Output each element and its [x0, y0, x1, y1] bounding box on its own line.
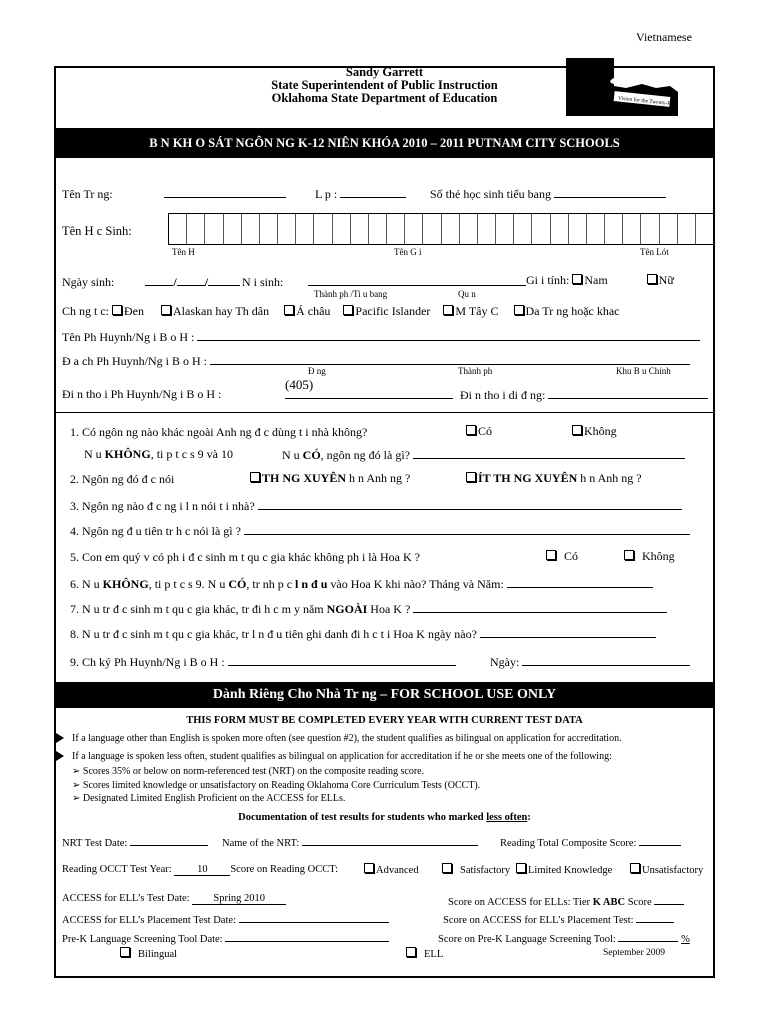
percent-sign: % — [681, 934, 690, 945]
q3-field[interactable] — [258, 498, 682, 510]
dob-month[interactable] — [145, 274, 173, 286]
oklahoma-logo — [566, 58, 686, 116]
nrt-name-label: Name of the NRT: — [222, 838, 300, 849]
occt-option: Satisfactory — [460, 865, 511, 876]
reading-composite-field[interactable] — [639, 834, 681, 846]
access-score-label: Score on ACCESS for ELLs: Tier K ABC Score — [448, 893, 684, 908]
q5-yes-checkbox[interactable] — [546, 550, 556, 560]
notice: THIS FORM MUST BE COMPLETED EVERY YEAR WITH CURRENT TEST DATA — [186, 715, 583, 726]
zip-label: Khu B u Chính — [616, 366, 671, 376]
question-7: 7. N u tr đ c sinh m t qu c gia khác, tr đi h c m y năm NGOÀI Hoa K ? — [70, 601, 667, 617]
q1-yes-checkbox[interactable] — [466, 425, 476, 435]
race-option: Pacific Islander — [355, 304, 431, 318]
q8-field[interactable] — [480, 626, 656, 638]
race-checkbox-asian[interactable] — [284, 305, 294, 315]
county-label: Qu n — [458, 289, 476, 299]
occt-option: Unsatisfactory — [642, 865, 704, 876]
school-use-title: Dành Riêng Cho Nhà Tr ng – FOR SCHOOL USE ONLY — [54, 682, 715, 708]
arrow-icon — [56, 733, 64, 743]
occt-option: Advanced — [376, 865, 419, 876]
race-option: Á châu — [296, 304, 331, 318]
occt-unsatisfactory-checkbox[interactable] — [630, 863, 640, 873]
area-code: (405) — [285, 377, 314, 392]
occt-advanced-checkbox[interactable] — [364, 863, 374, 873]
rule-2: If a language is spoken less often, student qualifies as bilingual on application for accreditation if he or she meets one of the following: — [72, 751, 612, 762]
logo-text: Vision for the Twenty-First — [617, 95, 678, 108]
address-city-label: Thành ph — [458, 366, 493, 376]
race-option: Đen — [124, 304, 144, 318]
q1-yes-label: Có — [478, 424, 493, 438]
race-checkbox-white[interactable] — [514, 305, 524, 315]
dob-day[interactable] — [177, 274, 205, 286]
nrt-name-field[interactable] — [302, 834, 478, 846]
address-field[interactable] — [210, 353, 690, 365]
q2-less-often-tail: h n Anh ng ? — [577, 471, 642, 485]
occt-satisfactory-checkbox[interactable] — [442, 863, 452, 873]
bullet-arrow-icon: ➢ — [72, 766, 81, 777]
race-checkbox-pacific[interactable] — [343, 305, 353, 315]
question-3: 3. Ngôn ng nào đ c ng i l n nói t i nhà? — [70, 499, 255, 513]
q2-more-often-label: TH NG XUYÊN — [262, 471, 347, 485]
access-date-field[interactable]: Spring 2010 — [192, 893, 286, 905]
prek-score-label: Score on Pre-K Language Screening Tool: — [438, 934, 616, 945]
question-4: 4. Ngôn ng đ u tiên tr h c nói là gì ? — [70, 524, 241, 538]
state-id-label: Số thẻ học sinh tiểu bang — [430, 187, 551, 201]
mobile-label: Đi n tho i di đ ng: — [460, 388, 546, 402]
birthplace-field[interactable] — [308, 274, 526, 286]
placement-date-label: ACCESS for ELL’s Placement Test Date: — [62, 915, 236, 926]
prek-date-field[interactable] — [225, 930, 389, 942]
criteria-item: ➢ Scores limited knowledge or unsatisfactory on Reading Oklahoma Core Curriculum Tests (OCCT). — [72, 779, 481, 791]
student-name-label: Tên H c Sinh: — [62, 224, 132, 238]
female-checkbox[interactable] — [647, 274, 657, 284]
grade-label: L p : — [315, 187, 338, 201]
q5-no-label: Không — [642, 549, 675, 563]
question-1c: N u CÓ, ngôn ng đó là gì? — [282, 447, 685, 463]
question-9: 9. Ch ký Ph Huynh/Ng i B o H : — [70, 655, 225, 669]
mobile-field[interactable] — [548, 387, 708, 399]
middle-name-label: Tên Lót — [640, 247, 669, 257]
bilingual-label: Bilingual — [138, 949, 178, 960]
q6-field[interactable] — [507, 576, 653, 588]
date-label: Ngày: — [490, 655, 520, 669]
question-2: 2. Ngôn ng đó đ c nói — [70, 472, 175, 486]
prek-score-field[interactable] — [618, 930, 678, 942]
last-name-label: Tên H — [172, 247, 195, 257]
occt-limited-checkbox[interactable] — [516, 863, 526, 873]
address-label: Đ a ch Ph Huynh/Ng i B o H : — [62, 354, 207, 368]
occt-year-field[interactable]: 10 — [174, 864, 230, 876]
phone-label: Đi n tho i Ph Huynh/Ng i B o H : — [62, 387, 222, 401]
department-name: Oklahoma State Department of Education — [271, 91, 498, 105]
placement-date-field[interactable] — [239, 911, 389, 923]
arrow-icon — [56, 751, 64, 761]
female-label: Nữ — [658, 273, 674, 287]
bilingual-checkbox[interactable] — [120, 947, 130, 957]
superintendent-name: Sandy Garrett — [345, 65, 424, 79]
given-name-label: Tên G i — [394, 247, 422, 257]
parent-name-field[interactable] — [197, 329, 700, 341]
placement-score-field[interactable] — [636, 911, 674, 923]
q2-less-often-checkbox[interactable] — [466, 472, 476, 482]
signature-field[interactable] — [228, 654, 456, 666]
dob-label: Ngày sinh: — [62, 275, 115, 289]
occt-score-label: Score on Reading OCCT: — [230, 864, 339, 875]
signature-date-field[interactable] — [522, 654, 690, 666]
access-score-field[interactable] — [654, 893, 684, 905]
gender-label: Gi i tính: — [526, 273, 570, 287]
q2-more-often-tail: h n Anh ng ? — [346, 471, 411, 485]
criteria-item: ➢ Scores 35% or below on norm-referenced test (NRT) on the composite reading score. — [72, 766, 425, 777]
q1-no-label: Không — [584, 424, 617, 438]
birthplace-label: N i sinh: — [242, 275, 284, 289]
question-8: 8. N u tr đ c sinh m t qu c gia khác, tr l n đ u tiên ghi danh đi h c t i Hoa K ngày nào? — [70, 627, 477, 641]
race-option: Alaskan hay Th dân — [173, 304, 270, 318]
race-option: Da Tr ng hoặc khac — [525, 304, 620, 318]
race-checkbox-alaskan[interactable] — [161, 305, 171, 315]
occt-year-label: Reading OCCT Test Year: — [62, 864, 172, 875]
question-6: 6. N u KHÔNG, ti p t c s 9. N u CÓ, tr nh p c l n đ u vào Hoa K khi nào? Tháng và Năm: — [70, 576, 653, 592]
phone-field[interactable] — [285, 387, 453, 399]
dob-year[interactable] — [208, 274, 240, 286]
criteria-list — [72, 765, 480, 806]
superintendent-title: State Superintendent of Public Instruction — [271, 78, 498, 92]
q2-less-often-label: ÍT TH NG XUYÊN — [478, 471, 578, 485]
placement-score-label: Score on ACCESS for ELL’s Placement Test: — [443, 915, 634, 926]
ell-checkbox[interactable] — [406, 947, 416, 957]
q2-more-often-checkbox[interactable] — [250, 472, 260, 482]
q5-yes-label: Có — [564, 549, 579, 563]
race-checkbox-hispanic[interactable] — [443, 305, 453, 315]
documentation-heading: Documentation of test results for students who marked less often: — [238, 812, 531, 823]
grade-field[interactable] — [340, 186, 406, 198]
q7-field[interactable] — [413, 601, 667, 613]
form-title: B N KH O SÁT NGÔN NG K-12 NIÊN KHÓA 2010 – 2011 PUTNAM CITY SCHOOLS — [54, 128, 715, 158]
state-id-field[interactable] — [554, 186, 666, 198]
nrt-date-label: NRT Test Date: — [62, 838, 128, 849]
city-state-label: Thành ph /Ti u bang — [314, 289, 388, 299]
question-1: 1. Có ngôn ng nào khác ngoài Anh ng đ c dùng t i nhà không? — [70, 425, 368, 439]
student-name-grid[interactable] — [168, 213, 714, 245]
language-label: Vietnamese — [636, 30, 692, 44]
prek-date-label: Pre-K Language Screening Tool Date: — [62, 934, 223, 945]
q4-field[interactable] — [244, 523, 690, 535]
section-divider — [56, 412, 713, 413]
bullet-arrow-icon: ➢ — [72, 793, 81, 804]
q1-language-field[interactable] — [413, 447, 685, 459]
parent-name-label: Tên Ph Huynh/Ng i B o H : — [62, 330, 195, 344]
q1-no-checkbox[interactable] — [572, 425, 582, 435]
ell-label: ELL — [424, 949, 444, 960]
street-label: Đ ng — [308, 366, 326, 376]
male-label: Nam — [584, 273, 608, 287]
nrt-date-field[interactable] — [130, 834, 208, 846]
race-label: Ch ng t c: — [62, 304, 109, 318]
access-date-label: ACCESS for ELL’s Test Date: — [62, 893, 190, 904]
criteria-item: ➢ Designated Limited English Proficient on the ACCESS for ELLs. — [72, 793, 346, 804]
rule-1: If a language other than English is spoken more often (see question #2), the student qualifies as bilingual on application for accreditation. — [72, 733, 622, 744]
reading-composite-label: Reading Total Composite Score: — [500, 838, 637, 849]
bullet-arrow-icon: ➢ — [72, 779, 81, 791]
teacher-label: Tên Tr ng: — [62, 187, 113, 201]
q5-no-checkbox[interactable] — [624, 550, 634, 560]
teacher-field[interactable] — [164, 186, 286, 198]
race-checkbox-black[interactable] — [112, 305, 122, 315]
question-5: 5. Con em quý v có ph i đ c sinh m t qu c gia khác không ph i là Hoa K ? — [70, 550, 420, 564]
male-checkbox[interactable] — [572, 274, 582, 284]
race-option: M Tây C — [455, 304, 499, 318]
footer-date: September 2009 — [603, 948, 666, 958]
occt-option: Limited Knowledge — [528, 865, 613, 876]
question-1b: N u KHÔNG, ti p t c s 9 và 10 — [84, 447, 234, 461]
